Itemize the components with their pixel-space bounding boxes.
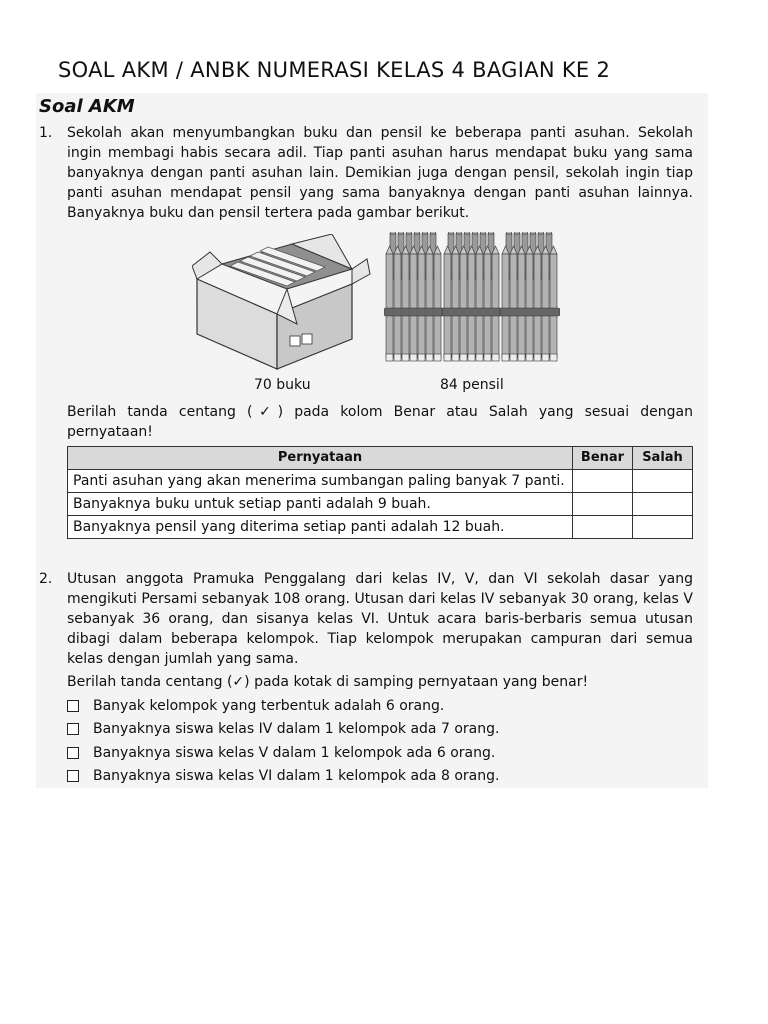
pencil-shape <box>426 254 433 358</box>
pencil-shape <box>448 232 454 234</box>
pencil-shape <box>464 232 470 234</box>
pencil-shape <box>522 232 528 234</box>
pencil-shape <box>394 254 401 358</box>
checkbox-icon[interactable] <box>67 700 79 712</box>
false-checkbox-cell[interactable] <box>633 470 693 493</box>
book-count-caption: 70 buku <box>254 377 311 393</box>
pencil-shape <box>430 232 436 234</box>
true-checkbox-cell[interactable] <box>573 516 633 539</box>
pencil-shape <box>476 354 483 361</box>
pencil-shape <box>452 354 459 361</box>
pencil-shape <box>534 354 541 361</box>
statement-cell: Banyaknya pensil yang diterima setiap panti adalah 12 buah. <box>68 516 573 539</box>
pencil-shape <box>426 354 433 361</box>
pencil-shape <box>418 254 425 358</box>
pencil-shape <box>502 354 509 361</box>
pencil-shape <box>444 354 451 361</box>
pencil-shape <box>514 232 520 234</box>
option-label: Banyaknya siswa kelas VI dalam 1 kelompok ada 8 orang. <box>93 768 500 785</box>
pencil-shape <box>386 354 393 361</box>
document-title: SOAL AKM / ANBK NUMERASI KELAS 4 BAGIAN KE 2 <box>58 58 611 82</box>
statement-table <box>67 446 693 539</box>
pencil-shape <box>472 232 478 234</box>
table-row <box>68 516 693 539</box>
pencil-shape <box>460 254 467 358</box>
pencil-shape <box>456 232 462 234</box>
pencil-shape <box>550 354 557 361</box>
column-header-false: Salah <box>633 447 693 470</box>
pencil-shape <box>402 354 409 361</box>
column-header-statement: Pernyataan <box>68 447 573 470</box>
pencil-shape <box>510 254 517 358</box>
pencil-shape <box>390 232 396 234</box>
pencil-shape <box>480 232 486 234</box>
option-label: Banyak kelompok yang terbentuk adalah 6 orang. <box>93 697 445 714</box>
option-label: Banyaknya siswa kelas IV dalam 1 kelompok ada 7 orang. <box>93 721 500 738</box>
pencil-shape <box>518 354 525 361</box>
question-2-text: Utusan anggota Pramuka Penggalang dari kelas IV, V, dan VI sekolah dasar yang mengikuti Persami sebanyak 108 orang. Utusan dari kelas IV sebanyak 30 orang, kelas V sebanyak 36 orang, dan sisanya kelas VI. Untuk acara baris-berbaris semua utusan dibagi dalam beberapa kelompok. Tiap kelompok merupakan campuran dari semua kelas dengan jumlah yang sama. <box>67 571 693 667</box>
list-item <box>67 718 499 742</box>
pencil-shape <box>518 254 525 358</box>
book-box-illustration <box>192 234 372 372</box>
column-header-true: Benar <box>573 447 633 470</box>
pencil-shape <box>484 254 491 358</box>
pencil-shape <box>468 354 475 361</box>
pencil-shape <box>410 254 417 358</box>
option-label: Banyaknya siswa kelas V dalam 1 kelompok ada 6 orang. <box>93 744 496 761</box>
pencil-shape <box>402 254 409 358</box>
pencil-shape <box>488 232 494 234</box>
pencil-shape <box>444 254 451 358</box>
pencil-shape <box>434 254 441 358</box>
pencil-shape <box>526 254 533 358</box>
pencil-shape <box>484 354 491 361</box>
pencil-shape <box>492 354 499 361</box>
statement-cell: Panti asuhan yang akan menerima sumbangan paling banyak 7 panti. <box>68 470 573 493</box>
pencil-shape <box>460 354 467 361</box>
question-1-text: Sekolah akan menyumbangkan buku dan pensil ke beberapa panti asuhan. Sekolah ingin membagi habis secara adil. Tiap panti asuhan harus mendapat buku yang sama banyaknya dengan panti asuhan lain. Demikian juga dengan pensil, sekolah ingin tiap panti asuhan mendapat pensil yang sama banyaknya dengan panti asuhan lainnya. Banyaknya buku dan pensil tertera pada gambar berikut. <box>67 125 693 221</box>
question-2-number: 2. <box>39 571 53 587</box>
pencil-shape <box>538 232 544 234</box>
pencil-shape <box>410 354 417 361</box>
question-1-number: 1. <box>39 125 53 141</box>
pencil-shape <box>550 254 557 358</box>
pencil-shape <box>530 232 536 234</box>
pencil-shape <box>468 254 475 358</box>
pencil-shape <box>546 232 552 234</box>
checkbox-icon[interactable] <box>67 770 79 782</box>
pencil-shape <box>542 254 549 358</box>
table-row <box>68 470 693 493</box>
pencil-shape <box>414 232 420 234</box>
true-checkbox-cell[interactable] <box>573 470 633 493</box>
pencil-shape <box>422 232 428 234</box>
pencil-shape <box>452 254 459 358</box>
pencil-shape <box>542 354 549 361</box>
pencil-shape <box>398 232 404 234</box>
statement-cell: Banyaknya buku untuk setiap panti adalah 9 buah. <box>68 493 573 516</box>
pencil-shape <box>534 254 541 358</box>
pencil-shape <box>386 254 393 358</box>
pencil-shape <box>476 254 483 358</box>
list-item <box>67 741 499 765</box>
table-row <box>68 493 693 516</box>
pencil-shape <box>510 354 517 361</box>
sheet-heading: Soal AKM <box>39 96 135 117</box>
pencil-shape <box>506 232 512 234</box>
checkbox-icon[interactable] <box>67 723 79 735</box>
list-item <box>67 765 499 789</box>
pencil-shape <box>434 354 441 361</box>
pencil-shape <box>502 254 509 358</box>
pencil-shape <box>526 354 533 361</box>
list-item <box>67 694 499 718</box>
checkbox-icon[interactable] <box>67 747 79 759</box>
false-checkbox-cell[interactable] <box>633 493 693 516</box>
pencil-bundles-illustration <box>384 232 560 372</box>
false-checkbox-cell[interactable] <box>633 516 693 539</box>
question-2-instruction: Berilah tanda centang (✓) pada kotak di samping pernyataan yang benar! <box>67 674 589 690</box>
pencil-shape <box>406 232 412 234</box>
pencil-shape <box>394 354 401 361</box>
answer-options <box>67 694 499 788</box>
pencil-shape <box>492 254 499 358</box>
question-1-instruction: Berilah tanda centang (✓) pada kolom Benar atau Salah yang sesuai dengan pernyataan! <box>67 404 693 440</box>
true-checkbox-cell[interactable] <box>573 493 633 516</box>
pencil-shape <box>418 354 425 361</box>
pencil-shape <box>442 308 502 316</box>
pencil-shape <box>384 308 444 316</box>
pencil-shape <box>500 308 560 316</box>
pencil-count-caption: 84 pensil <box>440 377 504 393</box>
